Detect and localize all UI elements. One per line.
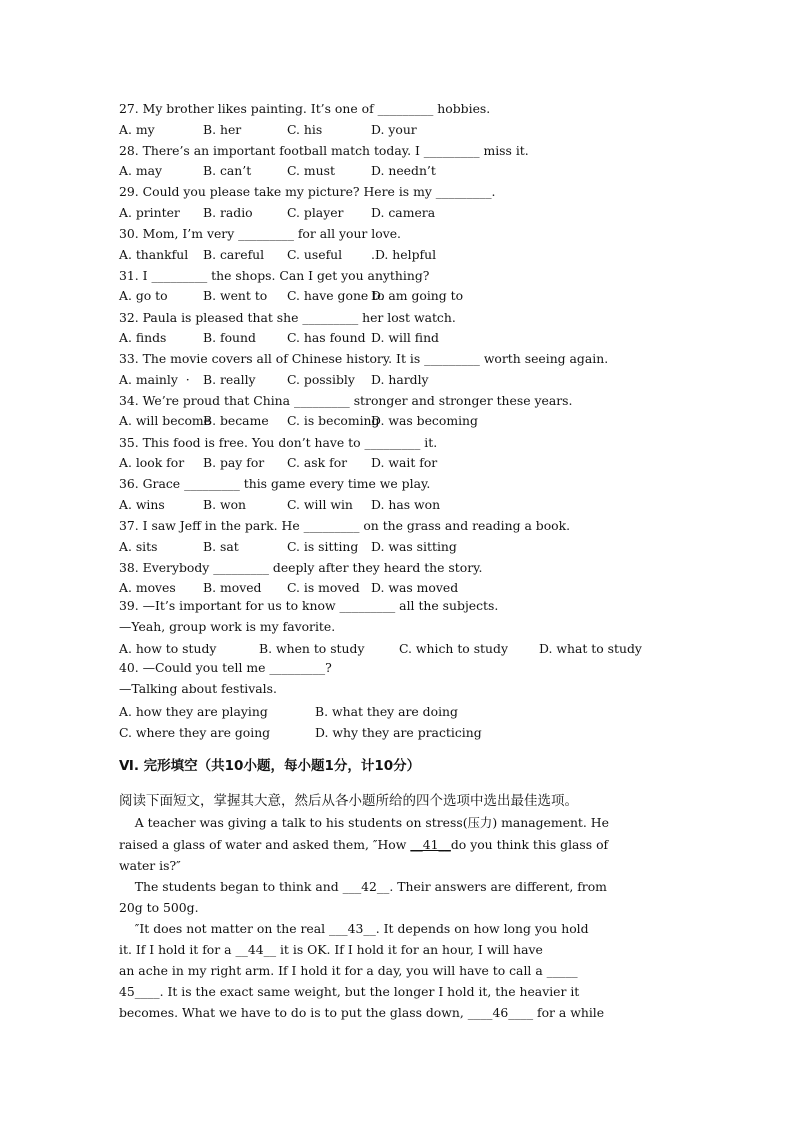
passage-line: 20g to 500g. (119, 900, 199, 915)
option-a: A. printer (119, 204, 180, 220)
option-a: A. how they are playing (119, 704, 268, 719)
option-a: A. wins (119, 496, 165, 512)
question-37-stem: 37. I saw Jeff in the park. He _________ on the grass and reading a book. (119, 518, 571, 533)
question-32-options (119, 329, 679, 347)
blank-42: ___42__ (342, 879, 390, 894)
option-d: D. your (371, 121, 417, 137)
question-39-stem: 39. —It’s important for us to know _________ all the subjects. (119, 598, 499, 613)
passage-line: an ache in my right arm. If I hold it for a day, you will have to call a _____ (119, 963, 578, 978)
option-d: D. will find (371, 330, 439, 345)
option-d: D. camera (371, 204, 436, 220)
option-a: A. my (119, 121, 155, 137)
option-c: C. ask for (287, 455, 348, 471)
question-33-stem: 33. The movie covers all of Chinese history. It is _________ worth seeing again. (119, 351, 609, 367)
section-instruction: 阅读下面短文，掌握其大意，然后从各小题所给的四个选项中选出最佳选项。 (119, 793, 578, 809)
option-b: B. can’t (203, 163, 252, 179)
section-title: Ⅵ. 完形填空（共10小题，每小题1分，计10分） (119, 758, 421, 774)
blank-44: __44__ (235, 942, 277, 957)
question-31-stem: 31. I _________ the shops. Can I get you anything? (119, 267, 430, 283)
option-d: D. has won (371, 496, 441, 512)
option-d: D. was becoming (371, 413, 478, 429)
blank-41: __41__ (410, 837, 451, 852)
option-c: C. will win (287, 496, 353, 512)
option-d: D. hardly (371, 371, 429, 387)
option-b: B. found (203, 330, 256, 345)
question-32-stem: 32. Paula is pleased that she _________ her lost watch. (119, 309, 456, 325)
question-35-stem: 35. This food is free. You don’t have to _________ it. (119, 434, 438, 450)
option-d: D. what to study (539, 641, 642, 656)
passage-line: water is?″ (119, 858, 181, 873)
option-a: A. will become (119, 413, 212, 429)
option-a: A. moves (119, 580, 176, 596)
option-a: A. sits (119, 538, 158, 554)
option-b: B. what they are doing (315, 704, 458, 719)
passage-line: becomes. What we have to do is to put the glass down, ____46____ for a while (119, 1005, 605, 1020)
question-39-reply: —Yeah, group work is my favorite. (119, 619, 336, 634)
option-c: C. where they are going (119, 725, 271, 740)
option-d: D. needn’t (371, 163, 436, 179)
option-d: .D. helpful (371, 246, 437, 262)
question-38-stem: 38. Everybody _________ deeply after they heard the story. (119, 559, 483, 575)
question-34-stem: 34. We’re proud that China _________ stronger and stronger these years. (119, 392, 573, 408)
question-29-stem: 29. Could you please take my picture? Here is my _________. (119, 184, 496, 200)
option-a: A. thankful (119, 246, 189, 262)
question-28-options (119, 162, 679, 180)
question-27-options (119, 121, 679, 139)
option-c: C. which to study (399, 641, 508, 656)
question-40-reply: —Talking about festivals. (119, 681, 277, 696)
question-36-options (119, 496, 679, 514)
passage-line: 45____. It is the exact same weight, but the longer I hold it, the heavier it (119, 984, 580, 999)
question-31-options (119, 287, 679, 305)
option-d: D. why they are practicing (315, 725, 482, 740)
option-d: D. was moved (371, 580, 459, 596)
option-b: B. moved (203, 580, 262, 596)
option-d: D. am going to (371, 288, 464, 304)
question-37-options (119, 538, 679, 556)
blank-43: ___43__ (329, 921, 376, 936)
question-35-options (119, 454, 679, 472)
blank-46: ____46____ (467, 1005, 534, 1020)
option-c: C. has found (287, 330, 366, 345)
blank-45-start: _____ (546, 963, 578, 978)
option-c: C. have gone to (287, 288, 385, 304)
option-b: B. became (203, 413, 269, 429)
option-c: C. useful (287, 246, 343, 262)
option-b: B. when to study (259, 641, 365, 656)
option-b: B. her (203, 121, 242, 137)
question-30-stem: 30. Mom, I’m very _________ for all your love. (119, 226, 401, 242)
option-b: B. pay for (203, 455, 265, 471)
option-b: B. radio (203, 204, 253, 220)
option-c: C. possibly (287, 371, 355, 387)
option-c: C. is moved (287, 580, 360, 596)
option-b: B. went to (203, 288, 268, 304)
passage-line: raised a glass of water and asked them, ″How __41__do you think this glass of (119, 837, 609, 852)
option-a: A. finds (119, 330, 167, 345)
option-a: A. mainly · (119, 371, 190, 387)
option-a: A. how to study (119, 641, 217, 656)
question-33-options (119, 371, 679, 389)
option-c: C. must (287, 163, 335, 179)
option-a: A. may (119, 163, 162, 179)
passage-line: The students began to think and ___42__. Their answers are different, from (119, 879, 607, 894)
option-a: A. look for (119, 455, 185, 471)
option-b: B. careful (203, 246, 265, 262)
blank-45: 45____ (119, 984, 160, 999)
question-40-options-row1 (119, 703, 679, 721)
question-40-stem: 40. —Could you tell me _________? (119, 660, 332, 675)
option-b: B. really (203, 371, 256, 387)
question-28-stem: 28. There’s an important football match today. I _________ miss it. (119, 142, 529, 158)
question-34-options (119, 412, 679, 430)
option-d: D. was sitting (371, 538, 457, 554)
question-40-options-row2 (119, 724, 679, 742)
passage-line: it. If I hold it for a __44__ it is OK. If I hold it for an hour, I will have (119, 942, 543, 957)
option-b: B. won (203, 496, 247, 512)
option-c: C. his (287, 121, 323, 137)
option-d: D. wait for (371, 455, 438, 471)
passage-line: ″It does not matter on the real ___43__. It depends on how long you hold (119, 921, 589, 936)
question-36-stem: 36. Grace _________ this game every time we play. (119, 476, 431, 492)
option-a: A. go to (119, 288, 168, 304)
passage-line: A teacher was giving a talk to his students on stress(压力) management. He (119, 815, 609, 830)
option-b: B. sat (203, 538, 239, 554)
question-38-options (119, 579, 679, 597)
option-c: C. is sitting (287, 538, 359, 554)
option-c: C. player (287, 204, 344, 220)
question-30-options (119, 246, 679, 264)
question-39-options (119, 640, 679, 658)
question-29-options (119, 204, 679, 222)
option-c: C. is becoming (287, 413, 380, 429)
question-27-stem: 27. My brother likes painting. It’s one of _________ hobbies. (119, 101, 491, 116)
